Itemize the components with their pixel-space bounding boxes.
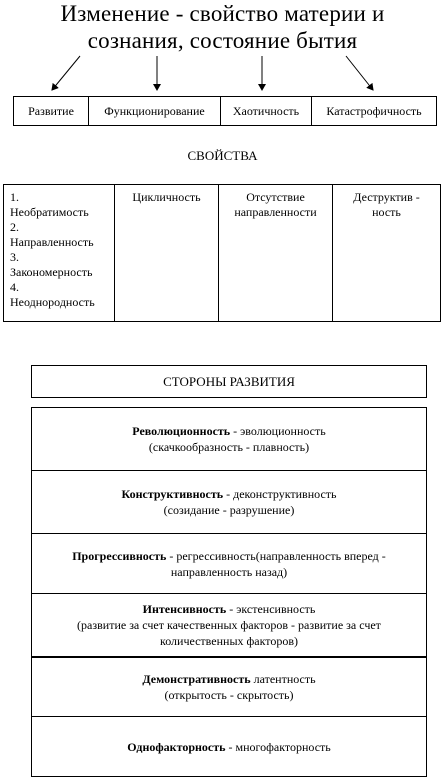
- property-line: Цикличность: [132, 190, 201, 204]
- side-explanation: (скачкообразность - плавность): [148, 440, 310, 454]
- side-explanation: количественных факторов): [159, 634, 299, 648]
- forms-row: [13, 96, 437, 126]
- side-opposite: - эволюционность: [230, 424, 326, 438]
- sides-table: [31, 407, 427, 777]
- property-line: Деструктив -: [353, 190, 420, 204]
- title-line-1: Изменение - свойство материи и: [60, 1, 385, 26]
- side-term: Однофакторность: [127, 739, 226, 754]
- form-chaos: Хаотичность: [221, 97, 312, 125]
- chaos-property: [219, 185, 333, 321]
- property-line: Отсутствие: [246, 190, 305, 204]
- side-construction: [32, 471, 426, 533]
- property-line: 2.: [10, 220, 19, 234]
- properties-label: СВОЙСТВА: [187, 148, 258, 163]
- side-opposite: латентность: [250, 672, 316, 686]
- side-factors: [32, 717, 426, 776]
- side-explanation: (открытость - скрытость): [164, 688, 294, 702]
- title-line-2: сознания, состояние бытия: [87, 28, 358, 53]
- side-opposite: - многофакторность: [225, 739, 331, 754]
- sides-label: СТОРОНЫ РАЗВИТИЯ: [31, 365, 427, 398]
- side-progress: [32, 534, 426, 593]
- property-line: Необратимость: [10, 205, 89, 219]
- property-line: 4.: [10, 280, 19, 294]
- property-line: Неоднородность: [10, 295, 95, 309]
- diagram-title: [0, 0, 445, 54]
- side-opposite: - экстенсивность: [226, 602, 316, 616]
- side-term: Демонстративность: [142, 672, 251, 686]
- property-line: Направленность: [10, 235, 94, 249]
- property-line: 3.: [10, 250, 19, 264]
- side-term: Интенсивность: [142, 602, 227, 616]
- side-explanation: направленность назад): [170, 564, 288, 579]
- side-opposite: - регрессивность(направленность вперед -: [166, 548, 386, 563]
- title-arrows: [0, 50, 445, 98]
- side-term: Прогрессивность: [72, 548, 167, 563]
- side-intensity: [32, 594, 426, 656]
- arrow-to-development: [52, 56, 80, 90]
- development-properties: [4, 185, 115, 321]
- side-term: Конструктивность: [121, 487, 224, 501]
- side-revolution: [32, 408, 426, 470]
- form-development: Развитие: [14, 97, 89, 125]
- properties-table: [3, 184, 441, 322]
- catastrophe-property: [333, 185, 440, 321]
- side-opposite: - деконструктивность: [223, 487, 337, 501]
- property-line: направленности: [234, 205, 317, 219]
- side-term: Революционность: [132, 424, 231, 438]
- form-catastrophe: Катастрофичность: [326, 103, 422, 118]
- form-functioning: Функционирование: [89, 97, 221, 125]
- property-line: ность: [372, 205, 401, 219]
- property-line: 1.: [10, 190, 19, 204]
- arrow-to-catastrophe: [346, 56, 373, 90]
- functioning-property: [115, 185, 219, 321]
- side-demonstrativeness: [32, 658, 426, 716]
- side-explanation: (созидание - разрушение): [163, 503, 295, 517]
- property-line: Закономерность: [10, 265, 93, 279]
- side-explanation: (развитие за счет качественных факторов - развитие за счет: [77, 618, 381, 632]
